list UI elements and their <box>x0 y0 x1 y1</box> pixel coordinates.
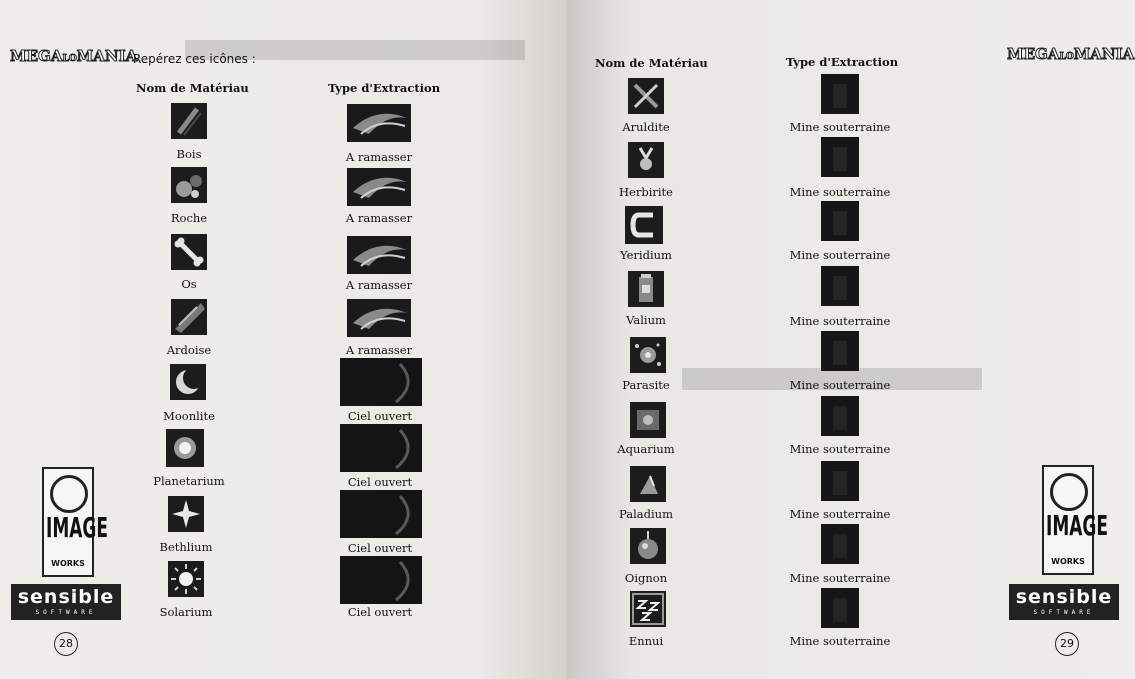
star-sparkle-icon <box>168 496 204 532</box>
mine-extraction-icon <box>821 201 859 241</box>
material-label: Oignon <box>624 571 668 585</box>
show-through-text <box>130 80 540 640</box>
mine-extraction-icon <box>821 331 859 371</box>
extraction-label: Ciel ouvert <box>347 475 413 489</box>
rock-icon <box>171 167 207 203</box>
sensible-software-logo: sensible SOFTWARE <box>11 584 121 620</box>
material-label: Herbirite <box>619 185 673 199</box>
image-works-logo: IMAGE WORKS <box>42 467 94 577</box>
extraction-label: Mine souterraine <box>789 120 891 134</box>
extraction-label: Ciel ouvert <box>347 605 413 619</box>
spore-icon <box>630 337 666 373</box>
page-number: 29 <box>1055 632 1079 656</box>
extraction-label: Mine souterraine <box>789 634 891 648</box>
mine-extraction-icon <box>821 266 859 306</box>
open-pit-extraction-icon <box>340 424 422 472</box>
extraction-label: A ramasser <box>345 211 413 225</box>
slate-icon <box>171 299 207 335</box>
material-label: Ennui <box>628 634 664 648</box>
pill-bottle-icon <box>628 271 664 307</box>
material-label: Parasite <box>622 378 670 392</box>
onion-icon <box>630 528 666 564</box>
material-label: Paladium <box>619 507 673 521</box>
mine-extraction-icon <box>821 524 859 564</box>
planet-glow-icon <box>166 429 204 467</box>
material-label: Roche <box>170 211 208 225</box>
extraction-label: Mine souterraine <box>789 314 891 328</box>
extraction-label: Mine souterraine <box>789 442 891 456</box>
pickup-extraction-icon <box>347 299 411 337</box>
image-works-logo: IMAGE WORKS <box>1042 465 1094 575</box>
extraction-label: A ramasser <box>345 150 413 164</box>
megalomania-logo: MEGALOMANIA <box>1007 45 1135 63</box>
col-header-material: Nom de Matériau <box>595 56 708 70</box>
mine-extraction-icon <box>821 137 859 177</box>
material-label: Yeridium <box>620 248 672 262</box>
mine-extraction-icon <box>821 396 859 436</box>
open-pit-extraction-icon <box>340 358 422 406</box>
crystal-icon <box>630 466 666 502</box>
col-header-extraction: Type d'Extraction <box>328 81 441 95</box>
material-label: Solarium <box>159 605 213 619</box>
mine-extraction-icon <box>821 461 859 501</box>
pickup-extraction-icon <box>347 104 411 142</box>
col-header-extraction: Type d'Extraction <box>786 55 899 69</box>
sensible-software-logo: sensible SOFTWARE <box>1009 584 1119 620</box>
mine-extraction-icon <box>821 74 859 114</box>
sun-icon <box>168 561 204 597</box>
material-label: Valium <box>626 313 666 327</box>
material-label: Bois <box>176 147 202 161</box>
right-page <box>566 0 1135 679</box>
extraction-label: Mine souterraine <box>789 571 891 585</box>
material-label: Ardoise <box>166 343 212 357</box>
material-label: Planetarium <box>153 474 225 488</box>
extraction-label: Mine souterraine <box>789 507 891 521</box>
open-pit-extraction-icon <box>340 490 422 538</box>
mine-extraction-icon <box>821 588 859 628</box>
pickup-extraction-icon <box>347 236 411 274</box>
crossed-tools-icon <box>628 78 664 114</box>
megalomania-logo: MEGALOMANIA <box>10 47 138 65</box>
material-label: Bethlium <box>159 540 213 554</box>
bone-icon <box>171 234 207 270</box>
pickup-extraction-icon <box>347 168 411 206</box>
col-header-material: Nom de Matériau <box>136 81 249 95</box>
material-label: Os <box>181 277 197 291</box>
wood-icon <box>171 103 207 139</box>
page-number: 28 <box>54 632 78 656</box>
extraction-label: Ciel ouvert <box>347 541 413 555</box>
material-label: Moonlite <box>163 409 215 423</box>
herb-icon <box>628 142 664 178</box>
extraction-label: A ramasser <box>345 343 413 357</box>
open-pit-extraction-icon <box>340 556 422 604</box>
aquarium-icon <box>630 402 666 438</box>
extraction-label: Mine souterraine <box>789 378 891 392</box>
extraction-label: Mine souterraine <box>789 248 891 262</box>
zzz-icon <box>630 591 666 627</box>
left-page <box>0 0 566 679</box>
material-label: Aruldite <box>622 120 670 134</box>
magnet-icon <box>625 206 663 244</box>
moon-icon <box>170 364 206 400</box>
extraction-label: Mine souterraine <box>789 185 891 199</box>
extraction-label: A ramasser <box>345 278 413 292</box>
intro-text: Repérez ces icônes : <box>133 52 256 66</box>
extraction-label: Ciel ouvert <box>347 409 413 423</box>
material-label: Aquarium <box>617 442 675 456</box>
